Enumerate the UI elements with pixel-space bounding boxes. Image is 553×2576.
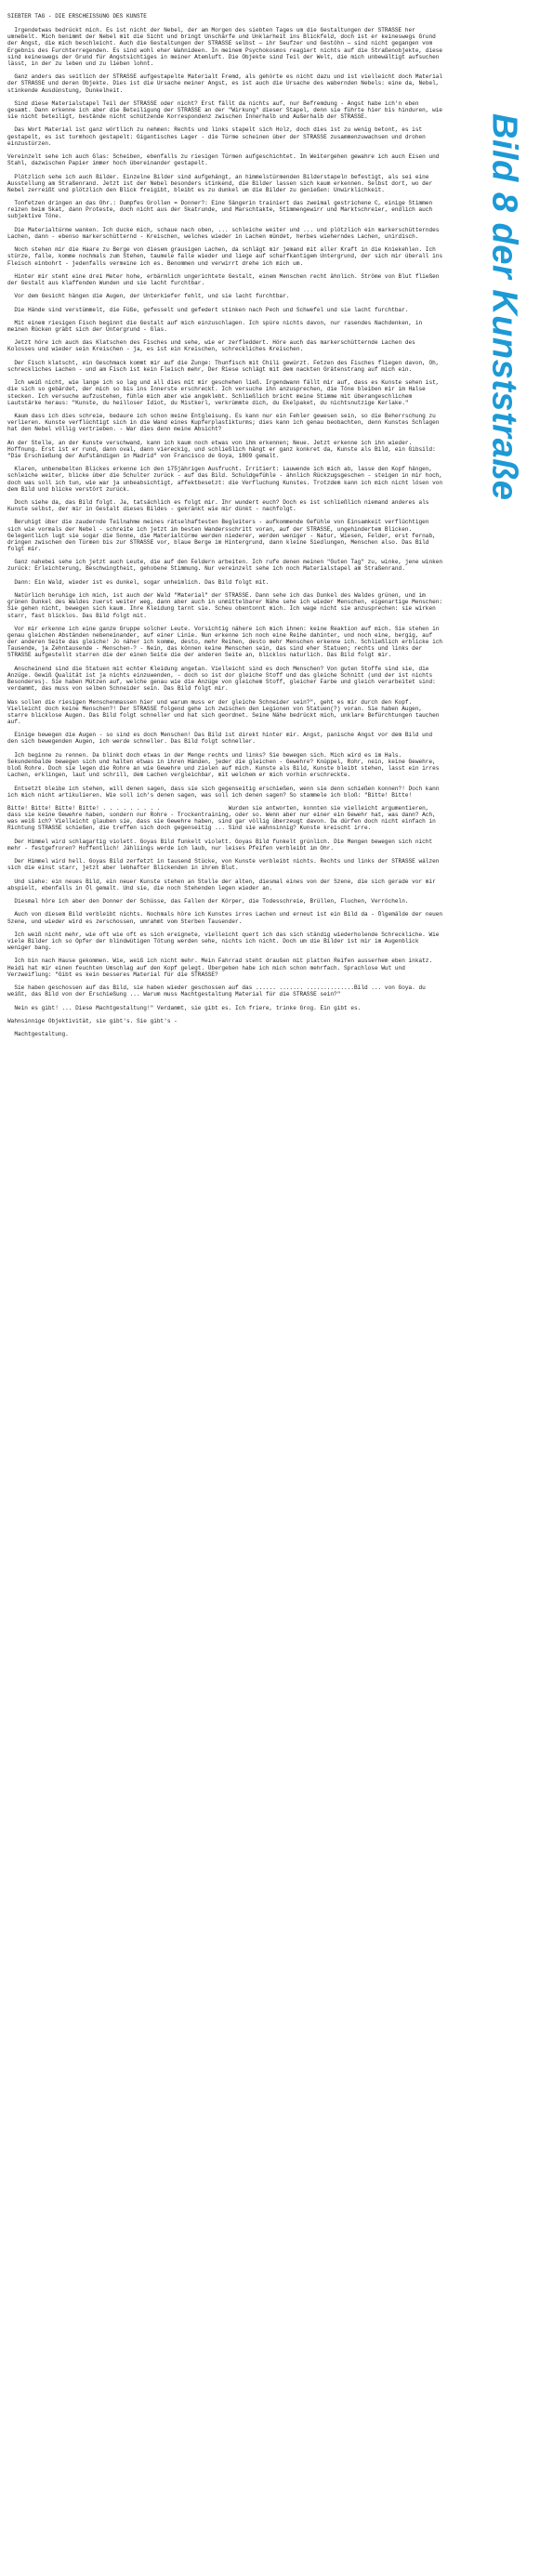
paragraph: Bitte! Bitte! Bitte! Bitte! . . . . . . . . . Wurden sie antworten, konnten sie vielleicht argumentieren, dass sie keine Gewehre haben, sondern nur Rohre - Trockentraining, oder so. Wenn aber nur einer ein Gewehr hat, was dann? Ach, was weiß ich? Vielleicht glauben sie, dass sie Gewehre haben, sind gar völlig überzeugt davon. Da dürfen doch nicht einfach in Richtung STRASSE schießen, die treffen sich doch gegenseitig ... Sind sie wahnsinnig? Kunste kreischt irre. (7, 804, 440, 832)
paragraph: Doch siehe da, das Bild folgt. Ja, tatsächlich es folgt mir. Ihr wundert euch? Doch es ist schließlich niemand anderes als Kunste selbst, der mir in Gestalt dieses Bildes - gekränkt wie mir dünkt - nachfolgt. (7, 498, 433, 513)
paragraph: Ich weiß nicht, wie lange ich so lag und all dies mit mir geschehen ließ. Irgendwann fällt mir auf, dass es Kunste sehen ist, die sich so gebärdet, der mich so bis ins Innerste erschreckt. Ich versuche ihn anzusprechen, die Töne bleiben mir im Halse stecken. Ich versuche aufzustehen, fühle mich aber wie angeklebt. Schließlich bricht meine Stimme mit überangeschlichem Lautstärke heraus: "Kunste, du heilloser Idiot, du Mistkerl, verkrümmte dich, du Ekelpaket, du nichtsnutzige Kerlake." (7, 379, 443, 406)
paragraph: Beruhigt über die zaudernde Teilnahme meines rätselhaftesten Begleiters - aufkommende Gefühle von Einsamkeit verflüchtigen sich wie vormals der Nebel - schreite ich jetzt im besten Wandersschritt voran, auf der STRASSE, ungehindertem Blicken. Gelegentlich lugt sie sogar die Sonne, die Materialtürme werden niederer, werden weniger - Natur, Wiesen, Felder, erst fernab, dringen zwischen den Türmen bis zur STRASSE vor, blaue Berge im Hintergrund, dann kleine Siedlungen, Menschen also. Das Bild folgt mir. (7, 519, 440, 553)
paragraph: Vor dem Gesicht hängen die Augen, der Unterkiefer fehlt, und sie lacht furchtbar. (7, 293, 290, 300)
paragraph: Mit einem riesigen Fisch beginnt die Gestalt auf mich einzuschlagen. Ich spüre nichts davon, nur rasendes Nachdenken, in meinen Rücken gräbt sich der Untergrund - Glas. (7, 319, 426, 333)
paragraph: Dann: Ein Wald, wieder ist es dunkel, sogar unheimlich. Das Bild folgt mit. (7, 578, 270, 586)
paragraph: Noch stehen mir die Haare zu Berge von diesem grausigen Lachen, da schlägt mir jemand mit aller Kraft in die Kniekehlen. Ich stürze, falle, komme nochmals zum Stehen, taumele falle wieder und liege auf scharfkantigem Untergrund, der sich mir überall ins Fleisch einbohrt - jedenfalls vermeine ich es. Benommen und verwirrt drehe ich mich um. (7, 246, 446, 267)
paragraph: Und siehe: ein neues Bild, ein neuer Kunste stehen an Stelle der alten, diesmal eines von der Szene, die sich gerade vor mir abspielt, ebenfalls in Öl gemalt. Und sie, die noch Stehenden legen wieder an. (7, 878, 440, 892)
paragraph: Die Materialtürme wanken. Ich ducke mich, schaue nach oben, ... schleiche weiter und ... und plötzlich ein markerschütterndes Lachen, dann - ebenso markerschütternd - Kreischen, welches wieder in Lachen mündet, herbes wieherndes Lachen, unirdisch. (7, 226, 443, 240)
paragraph: Ganz nahebei sehe ich jetzt auch Leute, die auf den Feldern arbeiten. Ich rufe denen meinen "Guten Tag" zu, winke, jene winken zurück: Erleichterung, Beschwingtheit, gehobene Stimmung. Nur vereinzelt sehe ich noch Materialstapel am Straßenrand. (7, 559, 446, 573)
paragraph: An der Stelle, an der Kunste verschwand, kann ich kaum noch etwas von ihm erkennen; Neue. Jetzt erkenne ich ihn wieder. Hoffnung. Erst ist er rund, dann oval, dann viereckig, und schließlich hängt er ganz konkret da, Kunste als Bild, ein Gibsild: "Die Erschießung der Aufständigen in Madrid" von Francisco de Goya, 1809 gemalt. (7, 439, 440, 459)
paragraph: Plötzlich sehe ich auch Bilder. Einzelne Bilder sind aufgehängt, an himmelstürmenden Bilderstapeln befestigt, als sei eine Ausstellung am Straßenrand. Jetzt ist der Nebel besonders stinkend, die Bilder lassen sich kaum erkennen. Selbst dort, wo der Nebel zerreißt und plötzlich den Blick freigibt, bleibt es zu dunkel um die Bilder zu genießen: Unwirklichkeit. (7, 173, 436, 193)
paragraph: Sie haben geschossen auf das Bild, sie haben wieder geschossen auf das ...... ....... ..............Bild ... von Goya. du weißt, das Bild von der Erschießung ... Warum muss Machtgestaltung Material für die STRASSE sein?" (7, 984, 429, 998)
paragraph: Der Fisch klatscht, ein Geschmack kommt mir auf die Zunge: Thunfisch mit Chili gewürzt. Fetzen des Fisches fliegen davon, Oh, schreckliches Lachen - und am Fisch ist kein Fleisch mehr, Der Riese schlägt mit dem nackten Grätenstrang auf mich ein. (7, 359, 443, 373)
paragraph: Anscheinend sind die Statuen mit echter Kleidung angetan. Vielleicht sind es doch Menschen? Von guten Stoffe sind sie, die Anzüge. Gewiß Qualität ist ja nichts einzuwenden, - doch so ist dor gleiche Stoff und das gleiche Schnitt (und der ist nichts Besonderes). Sie haben Mützen auf, welche genau wie die Anzüge von gleichem Stoff, gleicher Farbe und gleich verarbeitet sind: verdammt, das muss von selben Schneider sein. Das Bild folgt mir. (7, 665, 440, 693)
text-column (7, 13, 444, 1044)
paragraph: Der Himmel wird schlagartig violett. Goyas Bild funkelt violett. Goyas Bild funkelt grünlich. Die Mengen bewegen sich nicht mehr - festgefroren? Hoffentlich! Jähliings werde ich laub, nur leises Pfeifen verbleibt im Ohr. (7, 838, 436, 852)
side-title-block (462, 112, 546, 502)
paragraph: Die Hände sind verstümmelt, die Füße, gefesselt und gefedert stinken nach Pech und Schwefel und sie lacht furchtbar. (7, 306, 409, 313)
paragraph: Hinter mir steht eine drei Meter hohe, erbärmlich ungerichtete Gestalt, einem Menschen recht ähnlich. Ströme von Blut fließen der Gestalt aus klaffenden Wunden und sie lacht furchtbar. (7, 272, 443, 286)
paragraph: Einige bewegen die Augen - so sind es doch Menschen! Das Bild ist direkt hinter mir. Angst, panische Angst vor dem Bild und den sich bewegenden Augen, ich werde schneller. Das Bild folgt schneller. (7, 732, 436, 746)
paragraph: Vereinzelt sehe ich auch Glas: Scheiben, ebenfalls zu riesigen Türmen aufgeschichtet. Im Weitergehen gewahre ich auch Eisen und Stahl, dazwischen Papier immer hoch übereinander gestapelt. (7, 153, 443, 167)
paragraph: Nein es gibt! ... Diese Machtgestaltung!" Verdammt, sie gibt es. Ich friere, trinke Grog. Ein gibt es. (7, 1004, 362, 1011)
paragraph: Tonfetzen dringen an das Ohr.: Dumpfes Grollen = Donner?: Eine Sängerin trainiert das zweimal gestrichene C, einige Stimmen reizen beim Skat, dann Proteste, doch nicht aus der Skatrunde, und Marschtakte, Stimmengewirr und Marktschreier, endlich auch subjektive Töne. (7, 200, 436, 220)
paragraph: Natürlich beruhige ich mich, ist auch der Wald "Material" der STRASSE. Dann sehe ich das Dunkel des Waldes grünen, und im grünen Dunkel des Waldes zuerst weiter weg, dann aber auch in unmittelbarer Nähe sehe ich wieder Menschen, eigenartige Menschen: Sie gehen nicht, bewegen sich kaum. Ihre Kleidung tarnt sie. Scheu obentonnt mich. Ich wage nicht sie anzusprechen: sie wirken starr, fast blicklos. Das Bild folgt mit. (7, 592, 446, 619)
paragraph: Irgendetwas bedrückt mich. Es ist nicht der Nebel, der am Morgen des siebten Tages um die Gestaltungen der STRASSE her umnebelt. Mich benimmt der Nebel mit die Sicht und bringt Unschärfe und Unklarheit ins Blickfeld, doch ist er keineswegs Grund der Angst, die mich beschleicht. Auch die Gestaltungen der STRASSE selbst — ihr Seufzer und Gestöhn — sind nicht gegangen vom Ergebnis des Furchterregenden. Es sind wohl eher Wahnideen. In meinem Psychokosmos reagiert nichts auf die Straßenobjekte, diese sind keineswegs der Grund für Angstsichtiges in meiner Atemluft. Die Objekte sind Teil der Welt, die mich unbewältigt aufsuchen lässt, in der zu leben und zu lieben lohnt. (7, 27, 446, 67)
paragraph: Ganz anders das seitlich der STRASSE aufgestapelte Materialt Fremd, als gehörte es nicht dazu und ist vielleicht doch Material der STRASSE und deren Objekte. Dies ist die Ursache meiner Angst, es ist auch die Ursache des wabernden Nebels: eine da, Nebel, stinkende Ausdünstung, Dunkelheit. (7, 73, 446, 94)
paragraph: Auch von diesem Bild verbleibt nichts. Nochmals höre ich Kunstes irres Lachen und erneut ist ein Bild da - Ölgemälde der neuen Szene, und wieder wird es zerschossen, umrahmt vom Sterben Tausender. (7, 911, 446, 925)
paragraph: Machtgestaltung. (7, 1031, 69, 1038)
paragraph: Ich bin nach Hause gekommen. Wie, weiß ich nicht mehr. Mein Fahrrad steht draußen mit platten Reifen ausserhem eben inkatz. Heidi hat mir einen feuchten Umschlag auf den Kopf gelegt. Übergeben habe ich mich schon mehrfach. Sprachlose Wut und Verzweiflung: "Gibt es kein besseres Material für die STRASSE? (7, 958, 436, 978)
paragraph: Diesmal höre ich aber den Donner der Schüsse, das Fallen der Körper, die Todesschreie, Brüllen, Fluchen, Verröcheln. (7, 898, 409, 905)
side-title: Bild 8 der Kunststraße (484, 112, 524, 501)
paragraph: Wahnsinnige Objektivität, sie gibt's. Sie gibt's - (7, 1017, 178, 1024)
paragraph: Ich beginne zu rennen. Da blinkt doch etwas in der Menge rechts und links? Sie bewegen sich. Mich wird es im Hals. Sekundenbalde bewegen sich und halten etwas in ihren Händen, jeder die gleichen - Gewehre? Knüppel, Rohr, nein, keine Gewehre, bloß Rohre. Doch sie legen die Rohre an wie Gewehre und zielen auf mich. Kunste als Bild, Kunste bleibt stehen, lasst ein irres Lachen, erklingen, laut und schrill, dem Lachen vergleichbar, mit welchem er mich vorhin erschreckte. (7, 751, 443, 779)
paragraph: Jetzt höre ich auch das Klatschen des Fisches und sehe, wie er zerfleddert. Höre auch das markerschütternde Lachen des Kolosses und wieder sein Kreischen - ja, es ist ein Kreischen, schreckliches Kreischen. (7, 339, 419, 353)
paragraph: Ich weiß nicht mehr, wie oft wie oft es sich ereignete, vielleicht quert ich das sich ständig wiederholende Schreckliche. Wie viele Bilder ich so Opfer der blindwütigen Tötung werden sehe, nichts ich nicht. Doch um die Bilder ist mir im Augenblick weniger bang. (7, 931, 443, 952)
paragraph: Kaum dass ich dies schreie, bedaure ich schon meine Entgleisung. Es kann nur ein Fehler gewesen sein, so die Beherrschung zu verlieren. Kunste verflüchtigt sich in die Wand eines Kupferplastikturms; dies kann ich genau beobachten, denn Kunstes Schlagen hat den Nebel völlig vertrieben. - War dies denn meine Absicht? (7, 412, 443, 433)
paragraph-list (7, 27, 444, 1037)
paragraph: Sind diese Materialstapel Teil der STRASSE oder nicht? Erst fällt da nichts auf, nur Befremdung - Angst habe ich'n eben gesamt. Dann erkenne ich aber die Beteiligung der STRASSE an der "Wirkung" dieser Stapel, denn sie führte hier bis hinduren, wie sie nicht beteiligt, bestände nicht schützende Korrespondenz zwischen Innerhalb und Außerhalb der STRASSE. (7, 99, 446, 121)
paragraph: Das Wort Material ist ganz wörtlich zu nehmen: Rechts und links stapelt sich Holz, doch dies ist zu wenig betont, es ist gestapelt, es ist turmhoch gestapelt: Gigantisches Lager - die Türme scheinen über der STRASSE zusammenzuwachsen und drohen einzustürzen. (7, 126, 429, 147)
chapter-heading: SIEBTER TAG - DIE ERSCHEISSUNG DES KUNSTE (7, 13, 147, 20)
paragraph: Was sollen die riesigen Menschenmassen hier und warum muss er der gleiche Schneider sein?", geht es mir durch den Kopf. Vielleicht doch keine Menschen?! Der STRASSE folgend gehe ich zwischen den Legionen von Statuen(?) voran. Sie haben Augen, starre blicklose Augen. Das Bild folgt schneller und hat sich geordnet. Seine Nähe bedrückt mich, unklare Befürchtungen tauchen auf. (7, 698, 443, 725)
paragraph: Vor mir erkenne ich eine ganze Gruppe solcher Leute. Vorsichtig nähere ich mich ihnen: keine Reaktion auf mich. Sie stehen in genau gleichen Abständen nebeneinander, auf einer Linie. Nun erkenne ich noch eine Reihe dahinter, und noch eine, bergig, auf der anderen Seite das gleiche! Jo näher ich komme, desto, mehr Reihen, desto mehr Menschen erkenne ich. Schließlich erblicke ich Tausende, ja Zehntausende - Menschen-? - Nein, das können keine Menschen sein, das sind eher Statuen; rechts und links der STRASSE aufgestellt starren die der einen Seite die der anderen Seite an, blicklos naturlich. Das Bild folgt mir. (7, 625, 446, 659)
paragraph: Entsetzt bleibe ich stehen, will denen sagen, dass sie sich gegenseitig erschießen, wenn sie denn schießen konnen?! Doch kann ich mich nicht artikulieren. Wie soll ich's denen sagen, was soll ich denen sagen? So stammele ich bloß: "Bitte! Bitte! (7, 785, 443, 799)
paragraph: Klaren, unbenebelten Blickes erkenne ich den 175jährigen Ausfrucht. Irritiert: Lauwende ich mich ab, lasse den Kopf hängen, schleiche weiter, blicke über die Schulter zurück - auf das Bild. Schuldgefühle - ähnlich Rückzugsgeschen - steigen in mir hoch, doch was soll ich tun, wie war ja unbeabsichtigt, affektbesetzt: die Verfluchung Kunstes. Trotzdem kann ich mich nicht lösen von dem Bild und blicke verstört zurück. (7, 466, 446, 493)
paragraph: Der Himmel wird hell. Goyas Bild zerfetzt in tausend Stücke, von Kunste verbleibt nichts. Rechts und links der STRASSE wälzen sich die einst starr, jetzt aber lebhafter Blickenden in ihrem Blut. (7, 858, 443, 872)
